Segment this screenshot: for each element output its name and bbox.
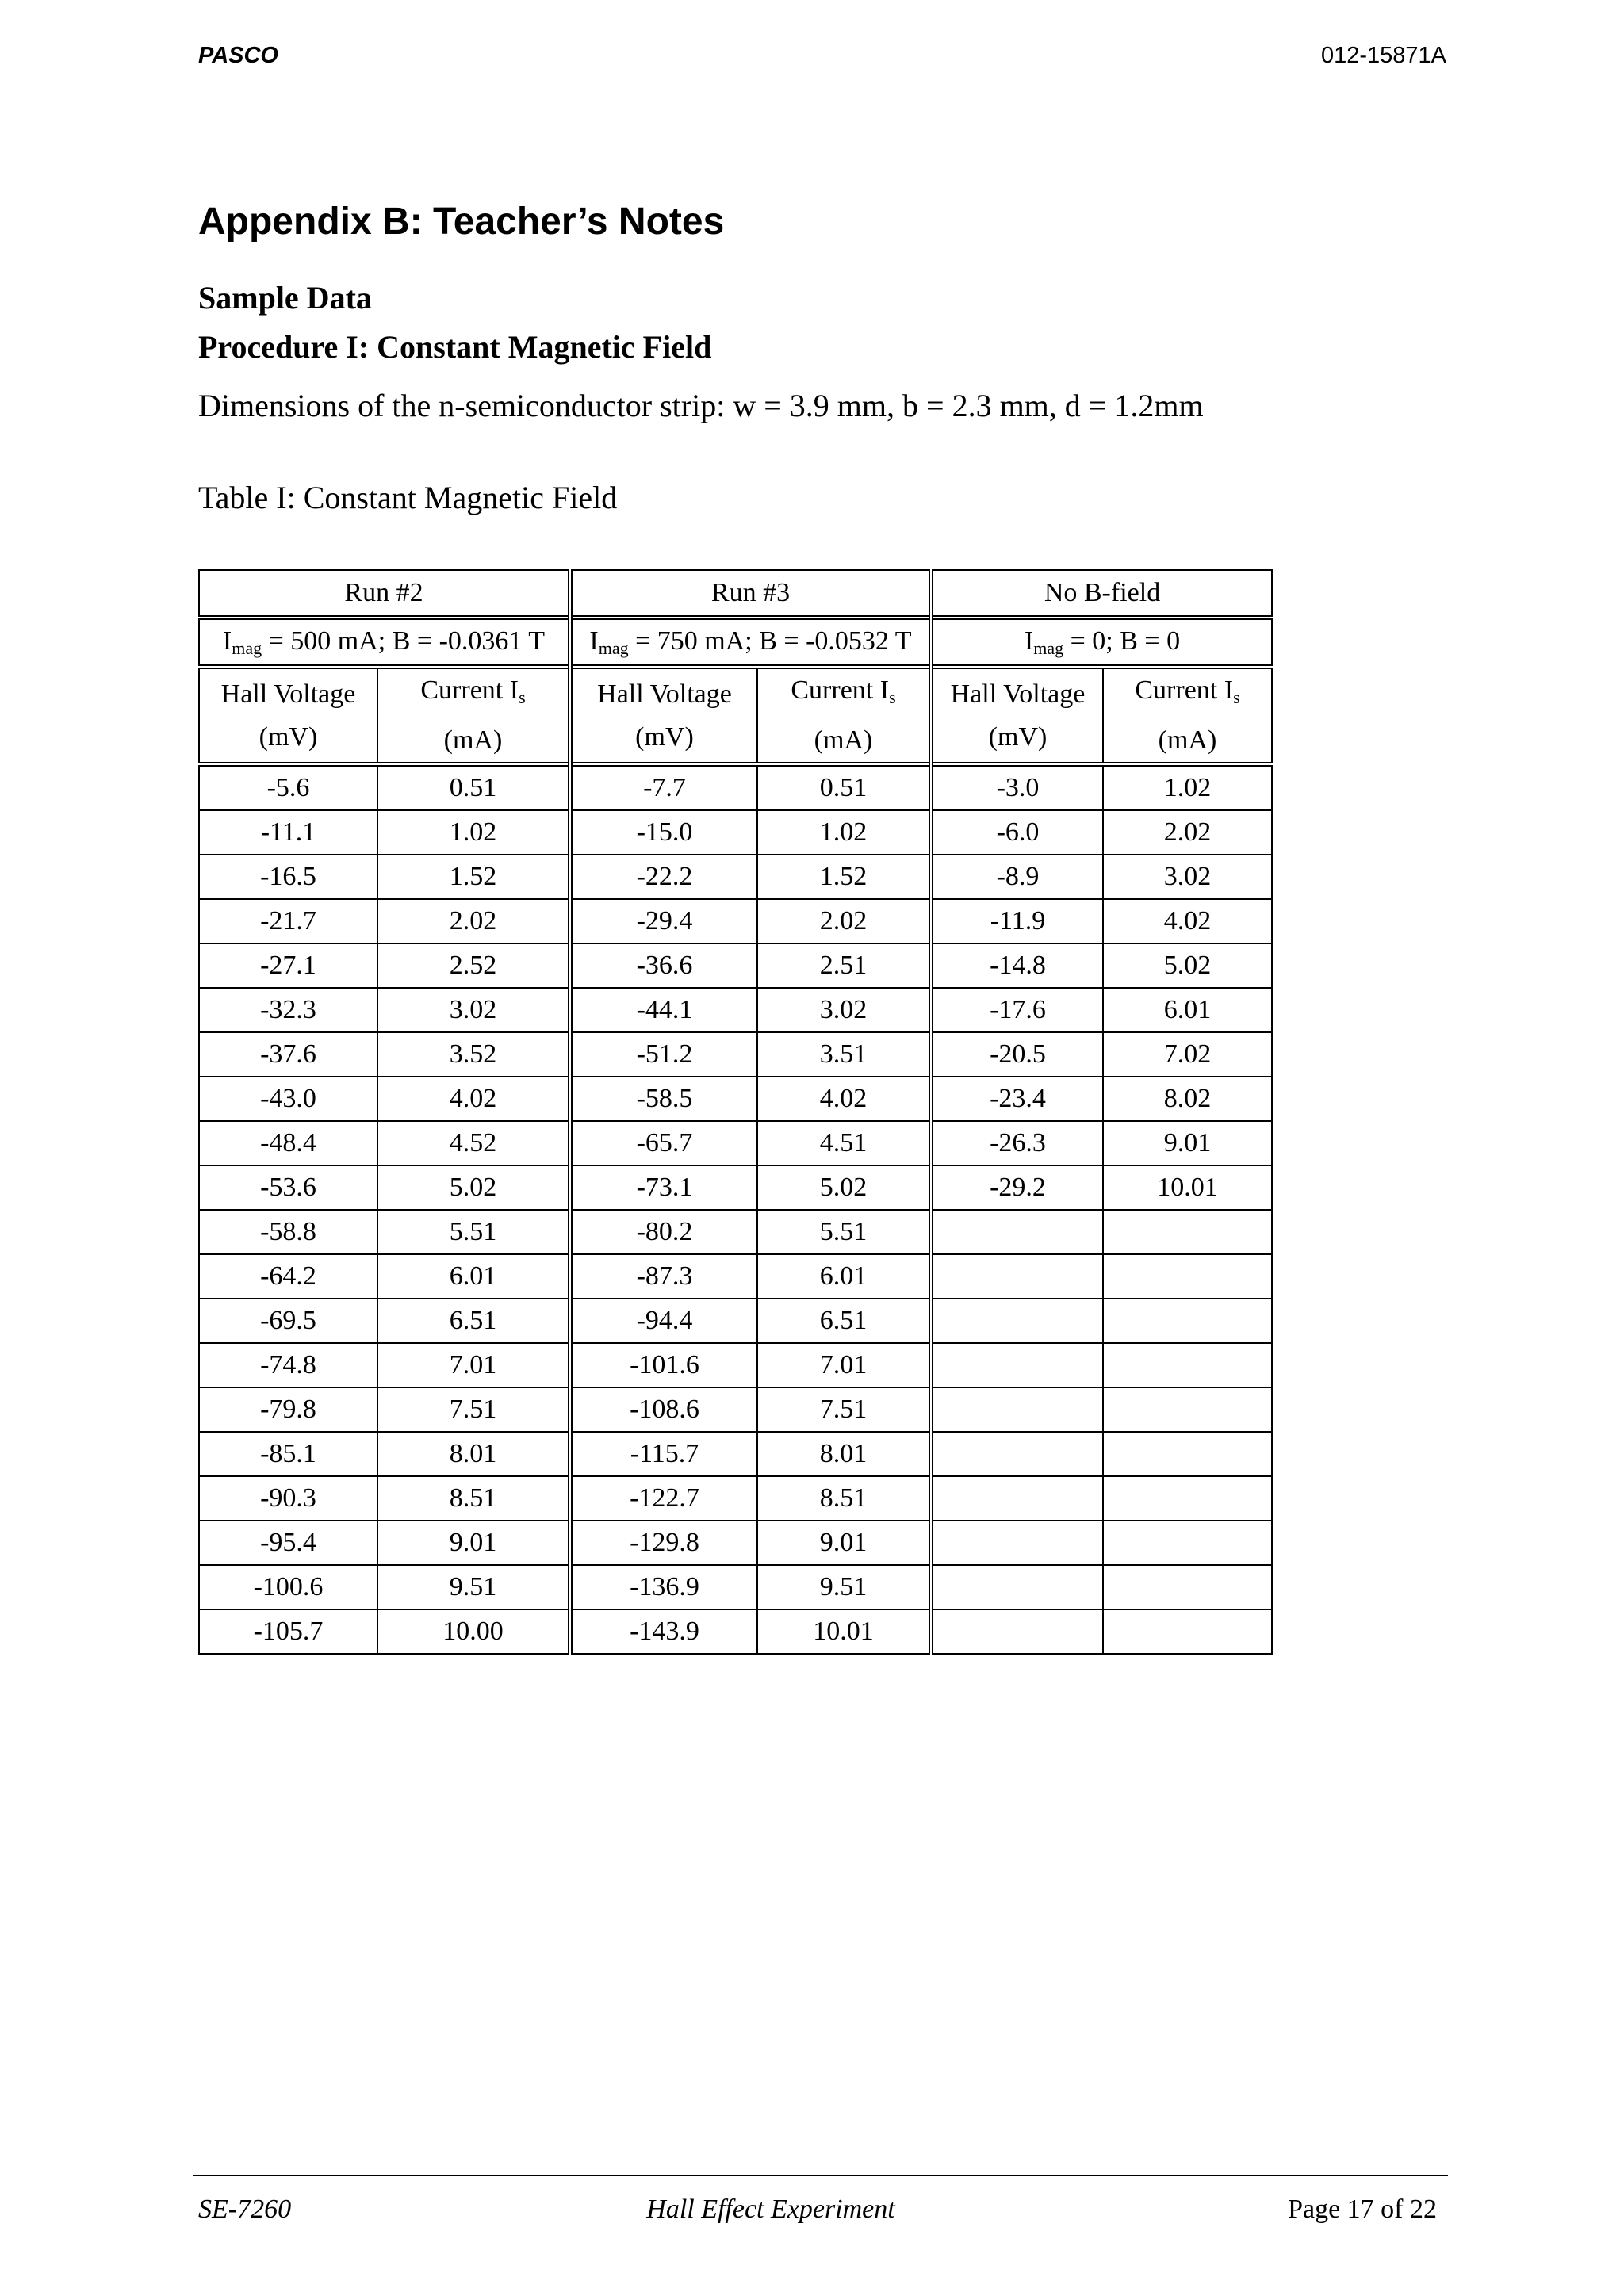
table-cell: 7.51 [377, 1387, 570, 1432]
page-title: Appendix B: Teacher’s Notes [198, 201, 725, 243]
table-cell: -21.7 [199, 899, 377, 943]
table-cell: -53.6 [199, 1165, 377, 1210]
table-cell: 6.51 [377, 1299, 570, 1343]
table-cell: 5.02 [757, 1165, 931, 1210]
table-row [199, 899, 1272, 943]
table-cell: 9.01 [377, 1521, 570, 1565]
table-cell: -136.9 [570, 1565, 757, 1609]
table-cell: -85.1 [199, 1432, 377, 1476]
table-cell: -87.3 [570, 1254, 757, 1299]
table-cell: 6.01 [757, 1254, 931, 1299]
table-row [199, 1210, 1272, 1254]
table-caption: Table I: Constant Magnetic Field [198, 480, 618, 515]
table-row [199, 1476, 1272, 1521]
table-cell: -79.8 [199, 1387, 377, 1432]
table-cell [931, 1254, 1103, 1299]
table-cell: 6.51 [757, 1299, 931, 1343]
table-cell [1103, 1299, 1272, 1343]
table-cell: 4.52 [377, 1121, 570, 1165]
table-cell: -29.4 [570, 899, 757, 943]
table-cell: 7.01 [757, 1343, 931, 1387]
table-cell: -64.2 [199, 1254, 377, 1299]
table-cell: -115.7 [570, 1432, 757, 1476]
table-cell: -69.5 [199, 1299, 377, 1343]
table-cell: -58.5 [570, 1077, 757, 1121]
table-cell: 10.00 [377, 1609, 570, 1654]
table-cell: 7.51 [757, 1387, 931, 1432]
table-cell: -122.7 [570, 1476, 757, 1521]
table-cell: 9.01 [1103, 1121, 1272, 1165]
table-cell: -80.2 [570, 1210, 757, 1254]
table-cell [931, 1476, 1103, 1521]
table-row [199, 1432, 1272, 1476]
header-brand: PASCO [198, 43, 278, 68]
table-cell [1103, 1210, 1272, 1254]
table-cell [1103, 1565, 1272, 1609]
table-cell: -51.2 [570, 1032, 757, 1077]
imag-cell: $I_{mag} = 0$; B = 0 [931, 618, 1272, 667]
table-cell [931, 1432, 1103, 1476]
table-cell: -94.4 [570, 1299, 757, 1343]
table-row [199, 943, 1272, 988]
table-cell: -95.4 [199, 1521, 377, 1565]
table-cell [931, 1565, 1103, 1609]
table-cell: 4.02 [1103, 899, 1272, 943]
table-cell [931, 1387, 1103, 1432]
table-cell: 9.51 [757, 1565, 931, 1609]
section-heading: Sample Data [198, 280, 372, 316]
table-cell: 3.02 [1103, 855, 1272, 899]
table-cell: -48.4 [199, 1121, 377, 1165]
table-cell: 1.02 [1103, 764, 1272, 810]
table-cell: 5.02 [1103, 943, 1272, 988]
table-cell [1103, 1521, 1272, 1565]
table-cell: 1.52 [377, 855, 570, 899]
table-cell: 3.02 [377, 988, 570, 1032]
table-cell [931, 1210, 1103, 1254]
table-row [199, 1121, 1272, 1165]
table-cell: -3.0 [931, 764, 1103, 810]
table-cell: -74.8 [199, 1343, 377, 1387]
table-cell: 1.02 [757, 810, 931, 855]
table-cell: -7.7 [570, 764, 757, 810]
table-cell: 9.01 [757, 1521, 931, 1565]
table-cell: 7.01 [377, 1343, 570, 1387]
table-cell: 0.51 [757, 764, 931, 810]
table-cell: 8.02 [1103, 1077, 1272, 1121]
table-cell: 5.02 [377, 1165, 570, 1210]
table-cell: 2.02 [757, 899, 931, 943]
footer-rule [193, 2175, 1448, 2176]
table-cell: -20.5 [931, 1032, 1103, 1077]
table-cell [931, 1299, 1103, 1343]
table-cell: 2.02 [1103, 810, 1272, 855]
table-cell: 2.51 [757, 943, 931, 988]
table-cell: 10.01 [757, 1609, 931, 1654]
table-row [199, 988, 1272, 1032]
table-cell: -58.8 [199, 1210, 377, 1254]
table-row [199, 1565, 1272, 1609]
imag-cell: $I_{mag} = 500$ mA; B = -0.0361 T [199, 618, 570, 667]
table-cell: 1.02 [377, 810, 570, 855]
table-row [199, 1343, 1272, 1387]
table-row [199, 1609, 1272, 1654]
table-cell: -43.0 [199, 1077, 377, 1121]
header-doc-number: 012-15871A [1320, 43, 1446, 68]
table-cell: -16.5 [199, 855, 377, 899]
table-cell: -26.3 [931, 1121, 1103, 1165]
table-row [199, 1521, 1272, 1565]
column-header-row [199, 667, 1272, 764]
table-cell: -29.2 [931, 1165, 1103, 1210]
table-cell: 8.51 [757, 1476, 931, 1521]
table-cell: -44.1 [570, 988, 757, 1032]
table-cell: 8.51 [377, 1476, 570, 1521]
table-cell: -73.1 [570, 1165, 757, 1210]
table-body [199, 764, 1272, 1654]
table-cell: 6.01 [377, 1254, 570, 1299]
table-cell [931, 1521, 1103, 1565]
imag-cell: $I_{mag} = 750$ mA; B = -0.0532 T [570, 618, 931, 667]
table-cell: -6.0 [931, 810, 1103, 855]
table-cell: 4.51 [757, 1121, 931, 1165]
column-header-voltage: Hall Voltage (mV) [570, 667, 757, 764]
table-cell [1103, 1609, 1272, 1654]
column-header-current: Current Is (mA) [1103, 667, 1272, 764]
table-cell: 10.01 [1103, 1165, 1272, 1210]
table-cell: -8.9 [931, 855, 1103, 899]
table-cell [931, 1609, 1103, 1654]
table-row [199, 764, 1272, 810]
table-row [199, 1387, 1272, 1432]
procedure-heading: Procedure I: Constant Magnetic Field [198, 329, 712, 365]
column-header-voltage: Hall Voltage (mV) [199, 667, 377, 764]
footer-title: Hall Effect Experiment [646, 2195, 895, 2224]
table-cell: -100.6 [199, 1565, 377, 1609]
table-row [199, 1032, 1272, 1077]
column-header-voltage: Hall Voltage (mV) [931, 667, 1103, 764]
table-cell: -108.6 [570, 1387, 757, 1432]
table-cell [1103, 1432, 1272, 1476]
table-cell: 3.51 [757, 1032, 931, 1077]
table-cell: -11.9 [931, 899, 1103, 943]
table-cell: -23.4 [931, 1077, 1103, 1121]
run-label: Run #3 [570, 570, 931, 618]
table-cell [1103, 1254, 1272, 1299]
run-label: No B-field [931, 570, 1272, 618]
table-cell [1103, 1343, 1272, 1387]
imag-row [199, 618, 1272, 667]
table-cell: 2.02 [377, 899, 570, 943]
table-cell: 8.01 [757, 1432, 931, 1476]
table-cell: -36.6 [570, 943, 757, 988]
table-cell: 1.52 [757, 855, 931, 899]
table-cell: 4.02 [377, 1077, 570, 1121]
table-row [199, 1077, 1272, 1121]
table-cell: -101.6 [570, 1343, 757, 1387]
table-cell: 3.52 [377, 1032, 570, 1077]
run-header-row [199, 570, 1272, 618]
run-label: Run #2 [199, 570, 570, 618]
dimensions-text: Dimensions of the n-semiconductor strip: w = 3.9 mm, b = 2.3 mm, d = 1.2mm [198, 388, 1204, 423]
table-cell: 8.01 [377, 1432, 570, 1476]
table-row [199, 855, 1272, 899]
table-row [199, 1299, 1272, 1343]
table-cell: 5.51 [377, 1210, 570, 1254]
table-cell: -90.3 [199, 1476, 377, 1521]
table-cell: 6.01 [1103, 988, 1272, 1032]
table-cell: 5.51 [757, 1210, 931, 1254]
table-cell [1103, 1387, 1272, 1432]
table-cell: -65.7 [570, 1121, 757, 1165]
table-cell: -14.8 [931, 943, 1103, 988]
table-cell: 7.02 [1103, 1032, 1272, 1077]
table-cell [931, 1343, 1103, 1387]
table-cell: -143.9 [570, 1609, 757, 1654]
table-cell: 4.02 [757, 1077, 931, 1121]
column-header-current: Current Is (mA) [757, 667, 931, 764]
table-row [199, 1254, 1272, 1299]
footer-page-number: Page 17 of 22 [1288, 2195, 1437, 2224]
column-header-current: Current Is (mA) [377, 667, 570, 764]
table-row [199, 1165, 1272, 1210]
table-cell: -17.6 [931, 988, 1103, 1032]
table-cell: 0.51 [377, 764, 570, 810]
table-row [199, 810, 1272, 855]
data-table [198, 569, 1273, 1655]
table-cell: 2.52 [377, 943, 570, 988]
table-cell: -22.2 [570, 855, 757, 899]
table-cell: 9.51 [377, 1565, 570, 1609]
table-cell: -5.6 [199, 764, 377, 810]
table-cell: -15.0 [570, 810, 757, 855]
table-cell: -105.7 [199, 1609, 377, 1654]
table-cell: 3.02 [757, 988, 931, 1032]
table-cell [1103, 1476, 1272, 1521]
footer-model: SE-7260 [198, 2195, 292, 2224]
table-cell: -11.1 [199, 810, 377, 855]
table-cell: -32.3 [199, 988, 377, 1032]
table-cell: -37.6 [199, 1032, 377, 1077]
table-cell: -27.1 [199, 943, 377, 988]
table-cell: -129.8 [570, 1521, 757, 1565]
